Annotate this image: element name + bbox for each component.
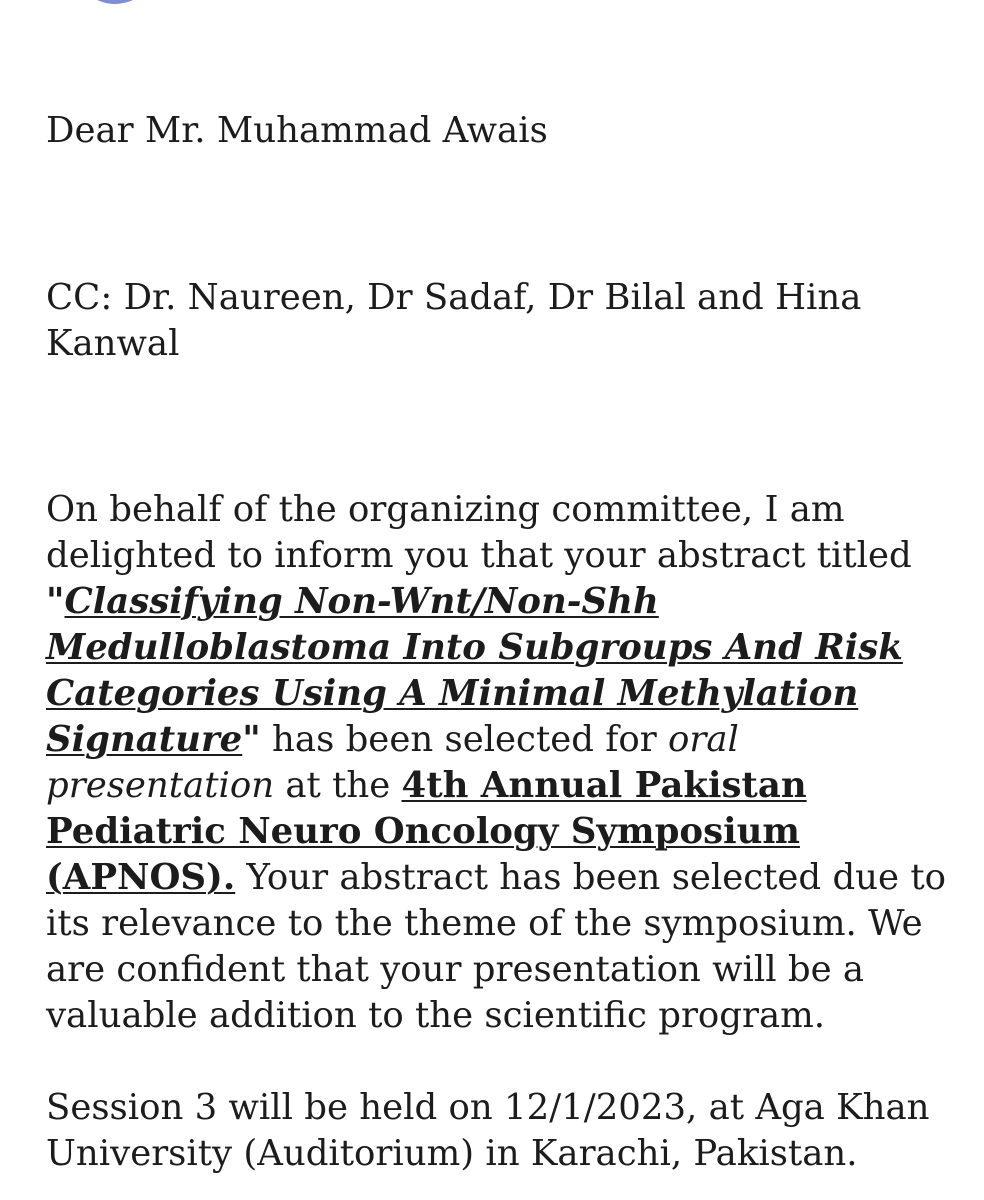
cc-line: CC: Dr. Naureen, Dr Sadaf, Dr Bilal and Hina Kanwal: [46, 277, 862, 364]
intro-text: On behalf of the organizing committee, I am delighted to inform you that your abstract titled: [46, 489, 912, 576]
selected-for-text: has been selected for: [260, 719, 668, 760]
event-name: 4th Annual Pakistan Pediatric Neuro Oncology Symposium (APNOS).: [46, 765, 807, 898]
closing-text: Your abstract has been selected due to its relevance to the theme of the symposium. We are confident that your presentation will be a valuable addition to the scientific program.: [46, 857, 946, 1036]
abstract-title: Classifying Non-Wnt/Non-Shh Medulloblastoma Into Subgroups And Risk Categories Using A Minimal Methylation Signature: [46, 581, 903, 760]
presentation-type: oral presentation: [46, 719, 739, 806]
at-the-text: at the: [274, 765, 402, 806]
sender-avatar: [80, 0, 150, 4]
open-quote: ": [46, 581, 65, 622]
session-info: Session 3 will be held on 12/1/2023, at Aga Khan University (Auditorium) in Karachi, Pakistan.: [46, 1087, 930, 1174]
close-quote: ": [242, 719, 261, 760]
salutation: Dear Mr. Muhammad Awais: [46, 110, 548, 151]
letter-body: [46, 108, 958, 1177]
acceptance-paragraph: [46, 487, 958, 1039]
